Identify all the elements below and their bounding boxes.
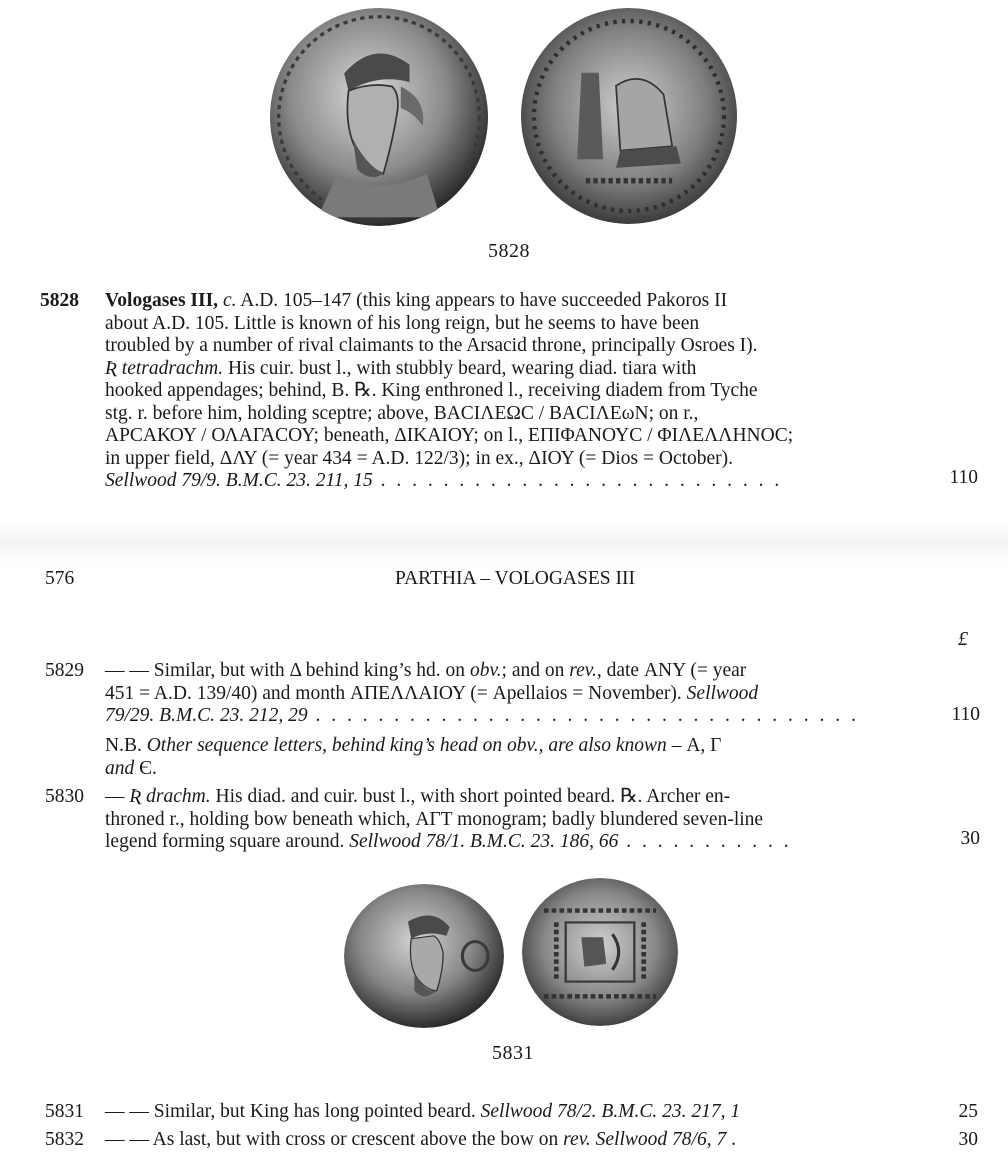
tetradrachm-obverse-image bbox=[268, 8, 490, 226]
text-run: Sellwood bbox=[686, 682, 759, 704]
entry-5828-price: 110 bbox=[949, 467, 978, 488]
text-run: . . . . . . . . . . . . . . . . . . . . . . . . . . bbox=[372, 470, 783, 491]
text-run: Sellwood 79/9. B.M.C. 23. 211, 15 bbox=[105, 470, 373, 491]
entry-line bbox=[105, 380, 898, 403]
entry-5830-price: 30 bbox=[960, 828, 980, 849]
text-run: — — Similar, but King has long pointed beard. bbox=[105, 1101, 481, 1122]
text-run: hooked appendages; behind, B. ℞. King enthroned l., receiving diadem from Tyche bbox=[105, 380, 758, 401]
entry-number-5828: 5828 bbox=[40, 290, 79, 311]
entry-5829-price: 110 bbox=[951, 704, 980, 725]
text-run: ΑΡCΑΚΟΥ / ΟΛΑΓΑCΟΥ; beneath, ΔΙΚΑΙΟΥ; on l., ΕΠΙΦΑΝΟΥC / ΦΙΛΕΛΛΗΝΟC; bbox=[105, 425, 794, 446]
text-run: obv. bbox=[469, 660, 502, 681]
entry-line bbox=[105, 470, 898, 493]
entry-line bbox=[105, 735, 901, 758]
text-run: Sellwood 78/1. B.M.C. 23. 186, 66 bbox=[349, 831, 619, 852]
text-run: — — Similar, but with Δ behind king’s hd. on bbox=[105, 660, 470, 681]
page-number: 576 bbox=[45, 568, 75, 589]
text-run: Sellwood 78/2. B.M.C. 23. 217, 1 bbox=[480, 1101, 741, 1122]
text-run: Є. bbox=[134, 757, 157, 779]
text-run: — bbox=[105, 786, 130, 807]
text-run: . . . . . . . . . . . . . . . . . . . . . . . . . . . . . . . . . . . bbox=[307, 705, 859, 726]
page-title: PARTHIA – VOLOGASES III bbox=[395, 568, 635, 589]
entry-number-5832: 5832 bbox=[45, 1129, 84, 1150]
text-run: — — As last, but with cross or crescent above the bow on bbox=[105, 1129, 564, 1150]
text-run: Ʀ drachm. bbox=[129, 786, 211, 807]
coin-caption-5828: 5828 bbox=[488, 240, 530, 262]
text-run: Vologases III, bbox=[105, 290, 219, 311]
text-run: rev. bbox=[569, 660, 597, 681]
text-run: Ʀ tetradrachm. bbox=[105, 357, 224, 379]
entry-line bbox=[105, 683, 901, 706]
entry-line bbox=[105, 313, 898, 336]
entry-line bbox=[105, 758, 901, 781]
text-run: about A.D. 105. Little is known of his long reign, but he seems to have been bbox=[105, 312, 700, 334]
entry-line bbox=[105, 660, 901, 683]
entry-line bbox=[105, 403, 898, 426]
entry-line bbox=[105, 705, 901, 728]
text-run: . bbox=[726, 1129, 736, 1150]
entry-line bbox=[105, 786, 901, 809]
text-run: in upper field, ΔΛΥ (= year 434 = A.D. 122/3); in ex., ΔΙΟΥ (= Dios = October). bbox=[105, 447, 734, 469]
entry-line bbox=[105, 335, 898, 358]
text-run: N.B. bbox=[105, 735, 147, 756]
text-run: legend forming square around. bbox=[105, 831, 350, 852]
entry-5831-description bbox=[105, 1101, 925, 1124]
entry-line bbox=[105, 358, 898, 381]
page-separator bbox=[0, 520, 1008, 566]
text-run: 79/29. B.M.C. 23. 212, 29 bbox=[105, 705, 308, 726]
entry-number-5829: 5829 bbox=[45, 660, 84, 681]
text-run: 451 = A.D. 139/40) and month ΑΠΕΛΛΑΙΟΥ (= Apellaios = November). bbox=[105, 682, 687, 704]
text-run: c. bbox=[222, 290, 237, 311]
nota-bene-note bbox=[105, 735, 901, 780]
entry-number-5830: 5830 bbox=[45, 786, 84, 807]
entry-5832-description bbox=[105, 1129, 925, 1152]
text-run: stg. r. before him, holding sceptre; above, ΒΑCΙΛΕΩC / ΒΑCΙΛΕωN; on r., bbox=[105, 402, 699, 424]
coin-caption-5831: 5831 bbox=[492, 1042, 534, 1064]
entry-line bbox=[105, 448, 898, 471]
text-run: , date ΑΝΥ (= year bbox=[596, 660, 747, 681]
entry-line bbox=[105, 831, 901, 854]
text-run: – Α, Γ bbox=[666, 735, 722, 756]
text-run: His diad. and cuir. bust l., with short pointed beard. ℞. Archer en- bbox=[210, 786, 731, 807]
tetradrachm-reverse-image bbox=[518, 8, 740, 224]
text-run: rev. Sellwood 78/6, 7 bbox=[563, 1129, 727, 1150]
entry-5830-description bbox=[105, 786, 901, 854]
entry-line bbox=[105, 425, 898, 448]
entry-line bbox=[105, 809, 901, 832]
text-run: Other sequence letters, behind king’s head on obv., are also known bbox=[146, 735, 667, 756]
drachm-obverse-image bbox=[344, 884, 504, 1028]
text-run: A.D. 105–147 (this king appears to have succeeded Pakoros II bbox=[236, 290, 728, 311]
text-run: troubled by a number of rival claimants to the Arsacid throne, principally Osroes I). bbox=[105, 335, 758, 356]
entry-5829-description bbox=[105, 660, 901, 728]
entry-5831-price: 25 bbox=[958, 1101, 978, 1122]
text-run: . . . . . . . . . . . bbox=[618, 831, 792, 852]
drachm-reverse-image bbox=[522, 878, 678, 1026]
currency-symbol: £ bbox=[958, 628, 968, 650]
text-run: throned r., holding bow beneath which, ΑΓΤ monogram; badly blundered seven-line bbox=[105, 808, 764, 830]
entry-number-5831: 5831 bbox=[45, 1101, 84, 1122]
entry-5832-price: 30 bbox=[958, 1129, 978, 1150]
entry-line bbox=[105, 290, 898, 313]
text-run: and bbox=[105, 757, 135, 779]
entry-5828-description bbox=[105, 290, 898, 493]
text-run: ; and on bbox=[501, 660, 570, 681]
text-run: His cuir. bust l., with stubbly beard, wearing diad. tiara with bbox=[223, 357, 697, 379]
